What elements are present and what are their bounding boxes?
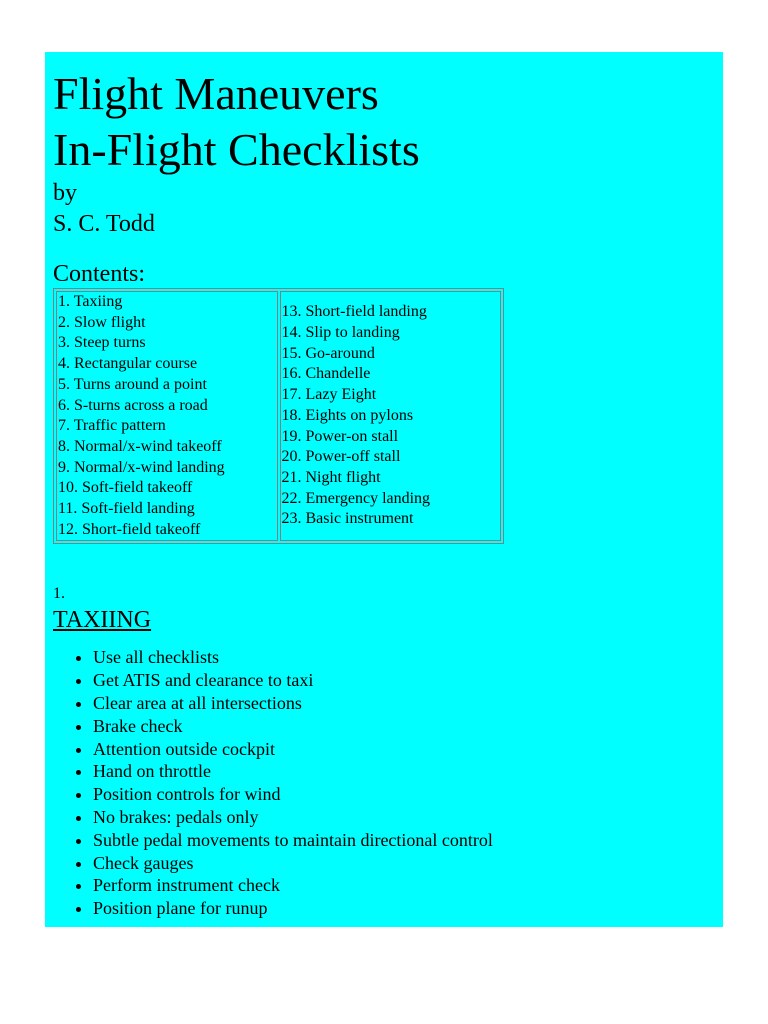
contents-link[interactable]: 2. Slow flight [58, 313, 146, 331]
contents-link[interactable]: 22. Emergency landing [281, 489, 431, 507]
checklist-item: • No brakes: pedals only [93, 806, 713, 829]
title-line-2: In-Flight Checklists [53, 124, 420, 175]
document-content [53, 66, 713, 920]
contents-link[interactable]: 16. Chandelle [281, 365, 371, 383]
contents-link[interactable]: 1. Taxiing [58, 293, 123, 310]
contents-link[interactable]: 7. Traffic pattern [58, 417, 166, 435]
contents-link[interactable]: 17. Lazy Eight [281, 386, 377, 404]
contents-link[interactable]: 11. Soft-field landing [58, 500, 195, 518]
contents-link[interactable]: 4. Rectangular course [58, 355, 198, 373]
contents-link[interactable]: 3. Steep turns [58, 334, 146, 352]
checklist-item: • Check gauges [93, 852, 713, 875]
contents-table [53, 288, 504, 544]
author-name: S. C. Todd [53, 211, 155, 237]
checklist-item: • Position controls for wind [93, 783, 713, 806]
contents-link[interactable]: 14. Slip to landing [281, 324, 400, 342]
contents-link[interactable]: 5. Turns around a point [58, 375, 207, 393]
contents-right-column [280, 291, 502, 541]
contents-link[interactable]: 6. S-turns across a road [58, 396, 208, 414]
checklist-item: • Use all checklists [93, 646, 713, 669]
contents-left-column [56, 291, 278, 541]
contents-link[interactable]: 10. Soft-field takeoff [58, 479, 193, 497]
checklist-item: • Get ATIS and clearance to taxi [93, 669, 713, 692]
document-page [45, 52, 723, 927]
contents-link[interactable]: 15. Go-around [281, 344, 375, 362]
checklist-item: • Attention outside cockpit [93, 738, 713, 761]
contents-link[interactable]: 8. Normal/x-wind takeoff [58, 437, 222, 455]
contents-heading: Contents: [53, 261, 146, 287]
checklist-item: • Position plane for runup [93, 897, 713, 920]
contents-link[interactable]: 18. Eights on pylons [281, 406, 414, 424]
document-title [53, 66, 713, 178]
contents-link[interactable]: 21. Night flight [281, 468, 381, 486]
checklist-item: • Hand on throttle [93, 760, 713, 783]
contents-link[interactable]: 19. Power-on stall [281, 427, 399, 445]
contents-link[interactable]: 20. Power-off stall [281, 448, 401, 466]
taxiing-checklist [53, 646, 713, 920]
checklist-item: • Brake check [93, 715, 713, 738]
contents-link[interactable]: 9. Normal/x-wind landing [58, 458, 225, 476]
contents-link[interactable]: 23. Basic instrument [281, 510, 414, 528]
checklist-item: • Subtle pedal movements to maintain directional control [93, 829, 713, 852]
contents-link[interactable]: 13. Short-field landing [281, 303, 427, 321]
section-title[interactable]: TAXIING [53, 607, 152, 634]
contents-link[interactable]: 12. Short-field takeoff [58, 520, 201, 538]
title-line-1: Flight Maneuvers [53, 68, 379, 119]
by-label: by [53, 180, 77, 206]
checklist-item: • Perform instrument check [93, 874, 713, 897]
checklist-item: • Clear area at all intersections [93, 692, 713, 715]
section-number: 1. [53, 585, 65, 603]
